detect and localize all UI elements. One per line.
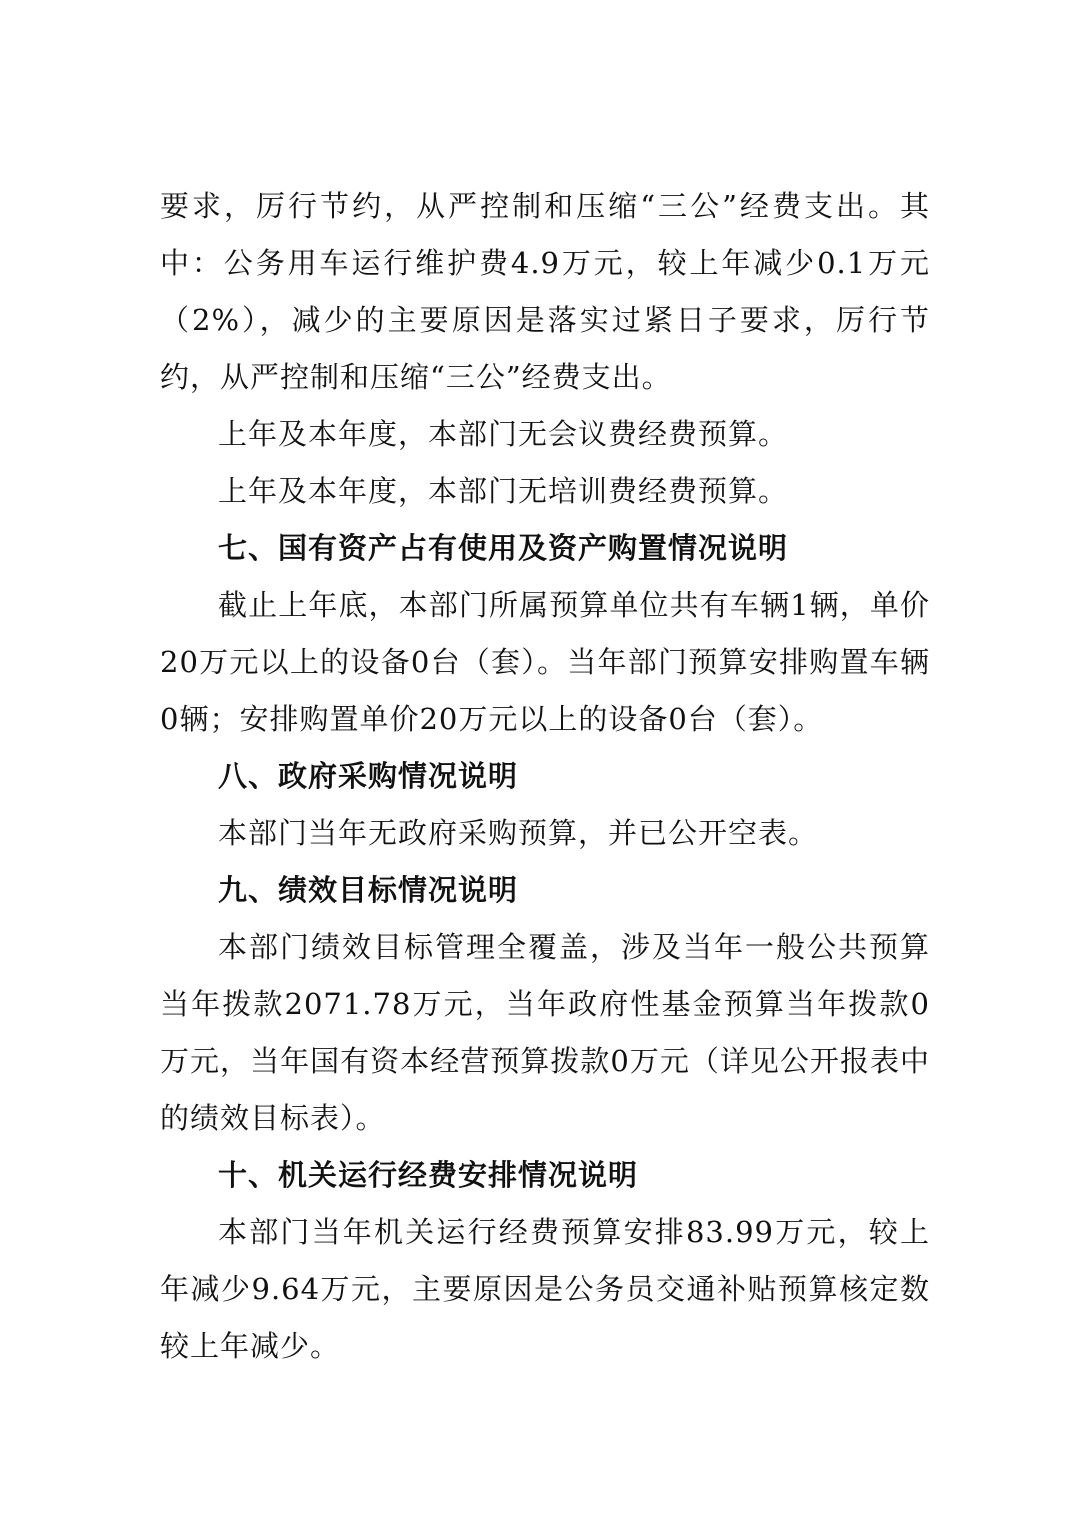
paragraph-assets: 截止上年底，本部门所属预算单位共有车辆1辆，单价20万元以上的设备0台（套）。当年部门预算安排购置车辆0辆；安排购置单价20万元以上的设备0台（套）。: [160, 588, 930, 736]
paragraph-sangong-vehicle: 要求，厉行节约，从严控制和压缩“三公”经费支出。其中：公务用车运行维护费4.9万元，较上年减少0.1万元（2%），减少的主要原因是落实过紧日子要求，厉行节约，从严控制和压缩“三公”经费支出。: [160, 189, 930, 394]
paragraph-procurement: 本部门当年无政府采购预算，并已公开空表。: [218, 816, 819, 850]
section-heading-operating-costs: 十、机关运行经费安排情况说明: [218, 1158, 639, 1192]
paragraph-training-fee: 上年及本年度，本部门无培训费经费预算。: [218, 474, 789, 508]
section-heading-performance: 九、绩效目标情况说明: [218, 873, 519, 907]
paragraph-performance: 本部门绩效目标管理全覆盖，涉及当年一般公共预算当年拨款2071.78万元，当年政府性基金预算当年拨款0万元，当年国有资本经营预算拨款0万元（详见公开报表中的绩效目标表）。: [160, 930, 930, 1135]
paragraph-operating-costs: 本部门当年机关运行经费预算安排83.99万元，较上年减少9.64万元，主要原因是公务员交通补贴预算核定数较上年减少。: [160, 1215, 930, 1363]
section-heading-assets: 七、国有资产占有使用及资产购置情况说明: [218, 531, 789, 565]
section-heading-procurement: 八、政府采购情况说明: [218, 759, 519, 793]
paragraph-meeting-fee: 上年及本年度，本部门无会议费经费预算。: [218, 417, 789, 451]
document-page: [160, 178, 930, 1375]
